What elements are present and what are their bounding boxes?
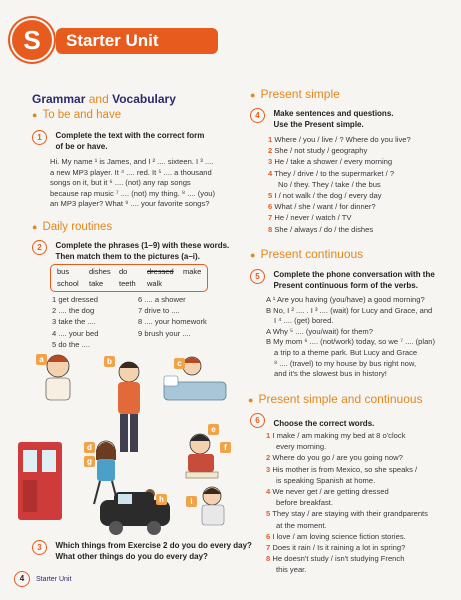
instruction-text xyxy=(55,240,229,262)
pillow xyxy=(164,376,178,386)
text-line: an MP3 player? What ⁹ .... your favorite songs? xyxy=(50,199,210,209)
item-text: She / always / do / the dishes xyxy=(274,224,374,234)
instruction-line: What other things do you do every day? xyxy=(55,552,208,561)
section-title-and: and xyxy=(88,92,109,106)
exercise-number: 2 xyxy=(32,240,47,255)
instruction-text: Choose the correct words. xyxy=(273,419,375,428)
text-line: a new MP3 player. It ⁴ .... red. It ⁵ .... a thousand xyxy=(50,167,212,177)
boy-hair xyxy=(190,435,210,442)
item-row xyxy=(266,564,456,575)
item-row xyxy=(266,508,456,519)
item-text: at the moment. xyxy=(276,520,327,530)
word: do xyxy=(119,267,128,276)
item-row xyxy=(266,441,456,452)
item-text: He / take a shower / every morning xyxy=(274,157,393,167)
instruction-line: Complete the phrases (1–9) with these words. xyxy=(55,241,230,250)
page-number: 4 xyxy=(14,571,30,587)
bus-door xyxy=(23,480,37,512)
item-text: I love / am loving science fiction stories. xyxy=(272,531,406,541)
word-box xyxy=(50,264,208,292)
dialogue-line: and it's the slowest bus in history! xyxy=(274,369,387,379)
item-row xyxy=(266,497,456,508)
exercise-number: 5 xyxy=(250,269,265,284)
item-row xyxy=(268,145,456,156)
girl-shirt xyxy=(97,459,115,481)
item-number: 8 xyxy=(268,224,273,234)
subheading-text: Present continuous xyxy=(260,247,364,261)
dialogue-line: B My mom ⁶ .... (not/work) today, so we ⁷ .... (plan) xyxy=(266,337,436,347)
man-leg xyxy=(130,414,138,452)
item-text: He doesn't study / isn't studying French xyxy=(272,554,405,564)
item-text: I make / am making my bed at 8 o'clock xyxy=(272,431,406,440)
phrase: 4 .... your bed xyxy=(52,328,99,338)
subheading-to-be-have: ● To be and have xyxy=(32,109,122,121)
item-text: His mother is from Mexico, so she speaks / xyxy=(272,464,418,474)
exercise-1-instruction xyxy=(32,130,204,154)
page-footer xyxy=(14,571,71,587)
exercise-4-instruction xyxy=(250,108,394,132)
boy-hair xyxy=(203,488,221,494)
item-text: every morning. xyxy=(276,442,327,452)
section-title-vocabulary: Vocabulary xyxy=(112,92,176,106)
unit-title: Starter Unit xyxy=(56,28,218,54)
exercise-6-items xyxy=(266,430,456,576)
book xyxy=(186,472,218,478)
word: dishes xyxy=(89,267,111,276)
instruction-line: Which things from Exercise 2 do you do every day? xyxy=(55,541,252,550)
boy-shirt xyxy=(202,505,224,525)
instruction-line: of be or have. xyxy=(55,142,108,151)
picture-label-a: a xyxy=(36,354,47,365)
item-number: 7 xyxy=(268,213,273,223)
item-number: 7 xyxy=(266,543,271,553)
phrase: 3 take the .... xyxy=(52,317,96,327)
item-row xyxy=(266,475,456,486)
item-row xyxy=(266,452,456,463)
section-title xyxy=(32,92,176,106)
item-row xyxy=(266,553,456,564)
picture-label-b: b xyxy=(104,356,115,367)
dialogue-line: ⁸ .... (travel) to my house by bus right now, xyxy=(274,358,417,368)
word: take xyxy=(89,279,104,288)
picture-label-d: d xyxy=(84,442,95,453)
item-text: They / drive / to the supermarket / ? xyxy=(274,168,395,178)
item-text: Where do you go / are you going now? xyxy=(272,453,403,463)
phrases-left xyxy=(52,294,98,350)
instruction-text xyxy=(55,130,204,152)
instruction-text xyxy=(273,269,434,291)
exercise-5-dialogue xyxy=(266,295,435,380)
item-row xyxy=(266,531,456,542)
subheading-present-simple-continuous: ● Present simple and continuous xyxy=(248,392,423,406)
item-row xyxy=(268,168,456,179)
exercise-number: 6 xyxy=(250,413,265,428)
exercise-3 xyxy=(32,540,252,564)
bus-window xyxy=(42,450,56,472)
item-number: 4 xyxy=(268,168,273,178)
word: make xyxy=(183,267,202,276)
unit-badge: S xyxy=(12,20,52,60)
man-hair xyxy=(119,362,139,368)
item-row xyxy=(266,464,456,475)
item-text: He / never / watch / TV xyxy=(274,213,352,223)
dialogue-line: A Why ⁵ .... (you/wait) for them? xyxy=(266,326,373,336)
subheading-text: Present simple and continuous xyxy=(258,392,423,406)
phrase: 8 .... your homework xyxy=(138,317,207,327)
exercise-number: 1 xyxy=(32,130,47,145)
subheading-present-simple: ● Present simple xyxy=(250,87,340,101)
picture-label-f: f xyxy=(220,442,231,453)
item-row xyxy=(268,179,456,190)
phrase: 9 brush your .... xyxy=(138,328,191,338)
phrase: 2 .... the dog xyxy=(52,306,95,316)
item-number: 3 xyxy=(268,157,273,167)
word: bus xyxy=(57,267,70,276)
boy-hair xyxy=(183,358,201,364)
dialogue-line: I ⁴ .... (get) bored. xyxy=(274,316,334,326)
item-number: 5 xyxy=(266,509,271,519)
picture-label-e: e xyxy=(208,424,219,435)
picture-label-g: g xyxy=(84,456,95,467)
section-title-grammar: Grammar xyxy=(32,92,86,106)
exercise-2-instruction xyxy=(32,240,229,264)
item-text: No / they. They / take / the bus xyxy=(278,179,381,189)
phrase: 1 get dressed xyxy=(52,295,99,304)
man-leg xyxy=(120,414,128,452)
item-text: They stay / are staying with their grandparents xyxy=(272,509,428,519)
instruction-line: Complete the text with the correct form xyxy=(55,131,205,140)
item-text: Does it rain / Is it raining a lot in spring? xyxy=(272,543,406,553)
instruction-line: Make sentences and questions. xyxy=(273,109,394,118)
item-row xyxy=(268,156,456,167)
unit-header xyxy=(12,20,217,58)
item-text: before breakfast. xyxy=(276,498,333,508)
item-number: 2 xyxy=(266,453,271,463)
phrase: 6 .... a shower xyxy=(138,295,186,304)
phrases-right xyxy=(138,294,207,339)
exercise-number: 3 xyxy=(32,540,47,555)
dialogue-line: A ¹ Are you having (you/have) a good morning? xyxy=(266,295,425,304)
car-wheel xyxy=(147,521,161,535)
boy-shirt xyxy=(46,378,70,400)
item-row xyxy=(266,520,456,531)
item-row xyxy=(268,190,456,201)
boy-shirt xyxy=(188,454,214,472)
item-number: 6 xyxy=(268,202,273,212)
item-row xyxy=(266,430,456,441)
dialogue-line: a trip to a theme park. But Lucy and Grace xyxy=(274,347,418,357)
instruction-text xyxy=(55,540,252,562)
text-line: songs on it, but it ⁶ .... (not) any rap songs xyxy=(50,178,191,188)
phrase: 7 drive to .... xyxy=(138,306,180,316)
subheading-text: Daily routines xyxy=(42,221,113,233)
instruction-text xyxy=(273,108,393,130)
item-number: 3 xyxy=(266,464,271,474)
car-wheel xyxy=(109,521,123,535)
instruction-line: Use the Present simple. xyxy=(273,120,364,129)
item-row xyxy=(266,542,456,553)
phrase: 5 do the .... xyxy=(52,339,90,349)
picture-label-h: h xyxy=(156,494,167,505)
car-window xyxy=(118,494,132,504)
item-number: 4 xyxy=(266,487,271,497)
item-number: 5 xyxy=(268,191,273,201)
item-number: 2 xyxy=(268,146,273,156)
subheading-text: Present simple xyxy=(260,87,340,101)
subheading-text: To be and have xyxy=(42,109,122,121)
item-number: 8 xyxy=(266,554,271,564)
exercise-number: 4 xyxy=(250,108,265,123)
instruction-line: Then match them to the pictures (a–i). xyxy=(55,252,200,261)
item-row xyxy=(268,134,456,145)
item-row xyxy=(268,224,456,235)
routine-illustrations xyxy=(14,346,236,544)
item-number: 6 xyxy=(266,531,271,541)
picture-label-i: i xyxy=(186,496,197,507)
exercise-5-instruction xyxy=(250,269,435,293)
man-shirt xyxy=(118,382,140,414)
item-text: this year. xyxy=(276,565,307,575)
item-number: 1 xyxy=(268,135,273,144)
item-row xyxy=(268,201,456,212)
word-crossed: dressed xyxy=(147,267,174,276)
subheading-present-continuous: ● Present continuous xyxy=(250,247,364,261)
illustrations xyxy=(14,346,236,544)
subheading-daily-routines: ● Daily routines xyxy=(32,221,113,233)
word: teeth xyxy=(119,279,136,288)
item-text: is speaking Spanish at home. xyxy=(276,475,376,485)
text-line: Hi. My name ¹ is James, and I ² .... sixteen. I ³ .... xyxy=(50,157,214,166)
item-text: I / not walk / the dog / every day xyxy=(274,191,382,201)
instruction-line: Complete the phone conversation with the xyxy=(273,270,435,279)
item-row xyxy=(268,212,456,223)
word: walk xyxy=(147,279,163,288)
exercise-6-instruction xyxy=(250,413,374,431)
dialogue-line: B No, I ² .... . I ³ .... (wait) for Lucy and Grace, and xyxy=(266,305,433,315)
instruction-line: Present continuous form of the verbs. xyxy=(273,281,418,290)
word: school xyxy=(57,279,79,288)
item-text: Where / you / live / ? Where do you live? xyxy=(274,135,411,144)
exercise-4-items xyxy=(268,134,456,235)
bus-window xyxy=(23,450,37,472)
item-number: 1 xyxy=(266,431,271,440)
exercise-1-text xyxy=(50,157,215,210)
item-text: She / not study / geography xyxy=(274,146,368,156)
boy-hair xyxy=(47,355,69,362)
text-line: because rap music ⁷ .... (not) my thing. ⁸ .... (you) xyxy=(50,188,216,198)
item-text: What / she / want / for dinner? xyxy=(274,202,376,212)
item-text: We never get / are getting dressed xyxy=(272,487,389,497)
picture-label-c: c xyxy=(174,358,185,369)
item-row xyxy=(266,486,456,497)
footer-label: Starter Unit xyxy=(36,576,72,583)
